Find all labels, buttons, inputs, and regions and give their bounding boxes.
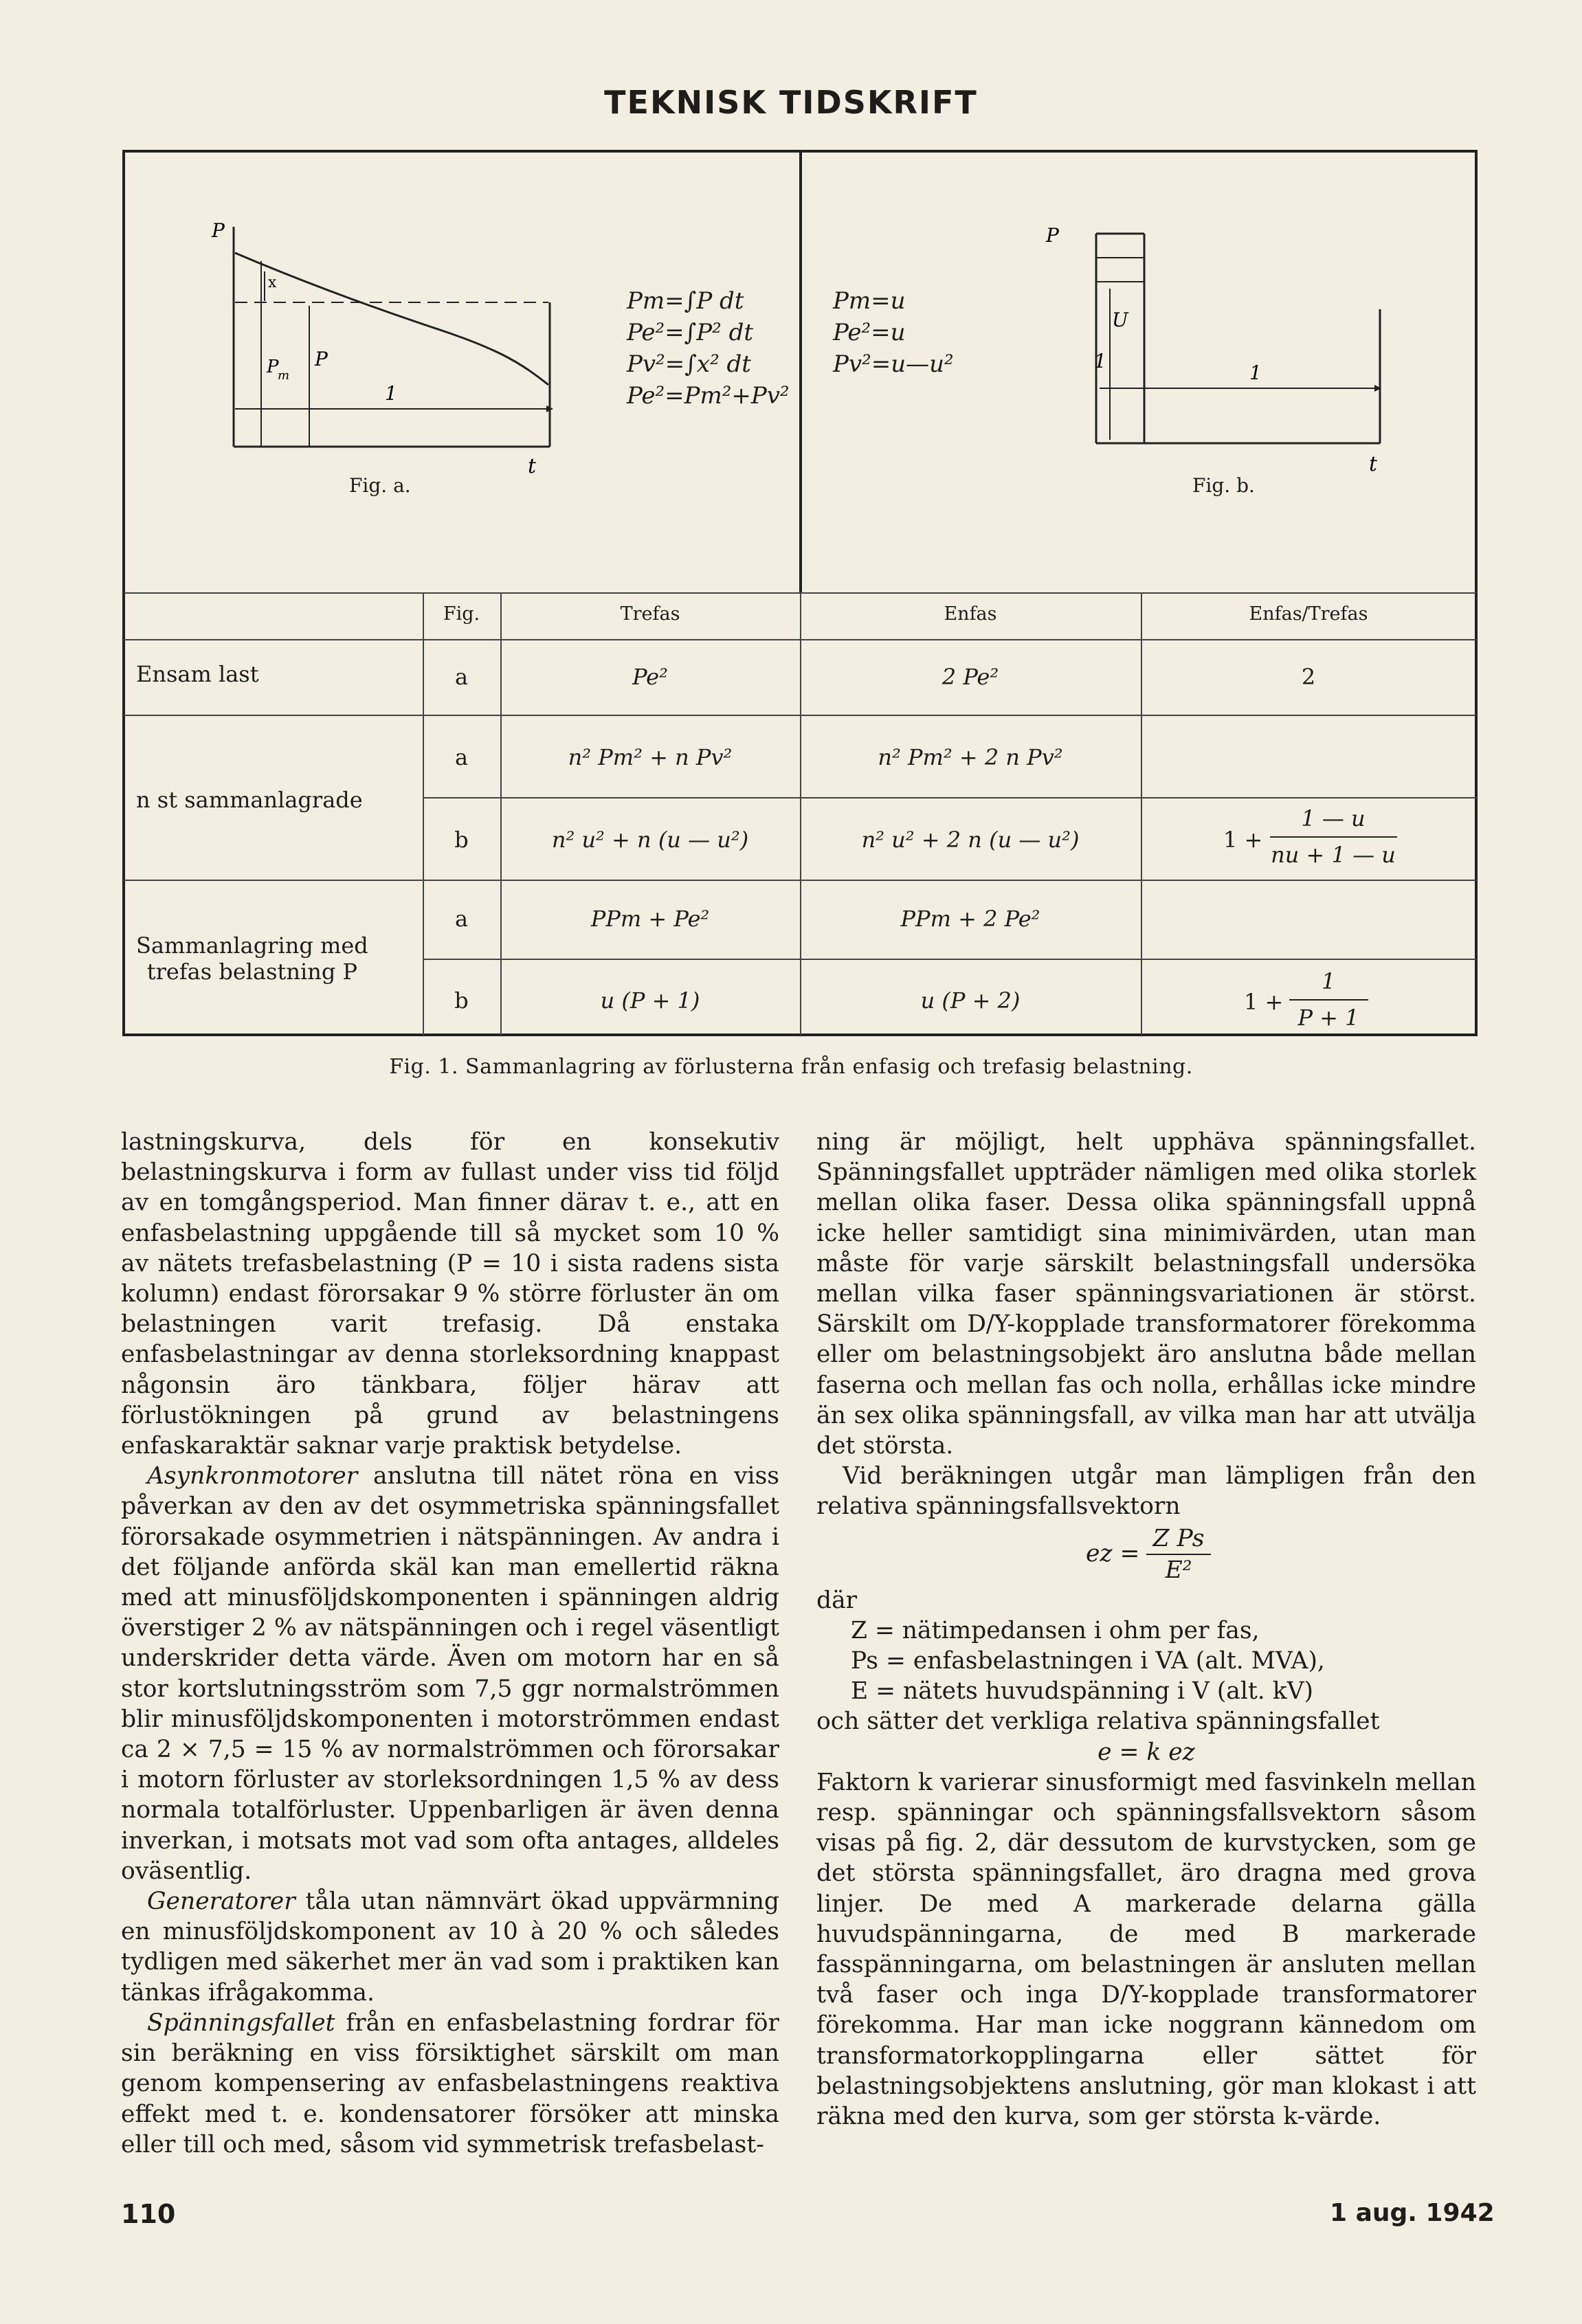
table-col-ratio <box>1141 592 1142 1035</box>
equation-e: e = k ez <box>1098 1738 1195 1766</box>
equation-ez-lhs: ez = <box>1086 1539 1140 1567</box>
fig-b-one-a-label: 1 <box>1094 350 1106 372</box>
left-paragraph-1: lastningskurva, dels för en konsekutiv belastningskurva i form av fullast under viss tid följd av en tomgångsperiod. Man finner därav t. e., att en enfasbelastning uppgående till så mycket som 10 % av nätets trefasbelastning (P = 10 i sista radens sista kolumn) endast förorsakar 9 % större förluster än om belastningen varit trefasig. Då enstaka enfasbelastningar av denna storleksordning knappast någonsin äro tänkbara, följer härav att förlustökningen på grund av belastningens enfaskaraktär saknar varje praktisk betydelse. <box>121 1128 779 1460</box>
left-paragraph-2-lead: Asynkronmotorer <box>147 1462 358 1490</box>
table-row3a-trefas: PPm + Pe² <box>590 906 710 932</box>
journal-masthead: TEKNISK TIDSKRIFT <box>604 84 978 121</box>
table-row3-label-line1: Sammanlagring med <box>136 932 368 959</box>
table-row3b-fig: b <box>454 987 469 1014</box>
fig-a-p-label: P <box>212 220 225 242</box>
table-row2b-ratio-lead: 1 + <box>1223 827 1263 853</box>
left-paragraph-4-body: från en enfasbelastning fordrar för sin beräkning en viss försiktighet särskilt om man genom kompensering av enfasbelastningens reaktiva effekt med t. e. kondensatorer försöker att minska eller till och med, såsom vid symmetrisk trefasbelast- <box>121 2009 779 2158</box>
table-row1-ratio: 2 <box>1301 664 1316 690</box>
equation-ez-numerator: Z Ps <box>1152 1524 1205 1552</box>
fig-a-caption: Fig. a. <box>349 474 411 497</box>
table-row1-enfas: 2 Pe² <box>942 664 999 690</box>
fig-a-pm-sub: m <box>278 368 290 383</box>
figure-caption: Fig. 1. Sammanlagring av förlusterna från enfasig och trefasig belastning. <box>389 1055 1193 1079</box>
equation-ez <box>816 1522 1476 1585</box>
table-row3a-enfas: PPm + 2 Pe² <box>900 906 1040 932</box>
table-row3b-fraction-bar <box>1289 999 1368 1001</box>
table-row3b-trefas: u (P + 1) <box>600 987 700 1014</box>
right-paragraph-3: och sätter det verkliga relativa spänningsfallet <box>816 1708 1380 1736</box>
right-paragraph-2: Vid beräkningen utgår man lämpligen från den relativa spänningsfallsvektorn <box>816 1462 1476 1521</box>
table-row1-trefas: Pe² <box>632 664 668 690</box>
left-paragraph-3-lead: Generatorer <box>147 1888 296 1916</box>
page-number: 110 <box>121 2199 176 2229</box>
table-row3b-ratio-lead: 1 + <box>1244 989 1284 1015</box>
table-row3b-ratio-num: 1 <box>1321 968 1336 994</box>
figure-divider <box>799 150 802 593</box>
fig-b-one-b-label: 1 <box>1249 361 1262 384</box>
table-row3a-fig: a <box>454 906 469 932</box>
fig-a-t-label: t <box>528 454 537 478</box>
right-paragraph-4: Faktorn k varierar sinusformigt med fasvinkeln mellan resp. spänningar och spänningsfallsvektorn såsom visas på fig. 2, där dessutom de kurvstycken, som ge det största spänningsfallet, äro dragna med grova linjer. De med A markerade delarna gälla huvudspänningarna, de med B markerade fasspänningarna, om belastningen är ansluten mellan två faser och inga D/Y-kopplade transformatorer förekomma. Har man icke noggrann kännedom om transformatorkopplingarna eller sättet för belastningsobjektens anslutning, gör man klokast i att räkna med den kurva, som ger största k-värde. <box>816 1768 1476 2131</box>
table-row2b-ratio <box>1223 804 1402 873</box>
left-paragraph-2-body: anslutna till nätet röna en viss påverkan av den av det osymmetriska spänningsfallet förorsakade osymmetrien i nätspänningen. Av andra i det följande anförda skäl kan man emellertid räkna med att minusföljdskomponenten i spänningen aldrig överstiger 2 % av nätspänningen och i regel väsentligt underskrider detta värde. Även om motorn har en så stor kortslutningsström som 7,5 ggr normalströmmen blir minusföljdskomponenten i motorströmmen endast ca 2 × 7,5 = 15 % av normalströmmen och förorsakar i motorn förluster av storleksordningen 1,5 % av dess normala totalförluster. Uppenbarligen är även denna inverkan, i motsats mot vad som ofta antages, alldeles oväsentlig. <box>121 1462 779 1885</box>
table-row2b-fraction-bar <box>1270 836 1397 838</box>
table-row2a-fig: a <box>454 744 469 770</box>
right-column <box>816 1127 1476 2132</box>
fig-a-graph <box>199 220 584 495</box>
right-dar: där <box>816 1586 858 1614</box>
fig-b-t-label: t <box>1369 452 1378 476</box>
fig-a-formula-1: Pm=∫P dt <box>627 287 744 315</box>
table-row3b-ratio <box>1244 965 1381 1034</box>
left-column <box>121 1127 779 2160</box>
left-paragraph-4-lead: Spänningsfallet <box>147 2009 335 2037</box>
left-paragraph-4 <box>121 2008 779 2160</box>
table-col-fig <box>423 592 424 1035</box>
fig-a-formula-2: Pe²=∫P² dt <box>627 319 754 346</box>
table-row3b-ratio-den: P + 1 <box>1297 1005 1359 1031</box>
fig-b-formula-2: Pe²=u <box>833 319 906 346</box>
table-row2a-trefas: n² Pm² + n Pv² <box>568 744 733 770</box>
fig-a-formula-3: Pv²=∫x² dt <box>627 350 751 378</box>
left-paragraph-2 <box>121 1461 779 1886</box>
left-paragraph-3 <box>121 1886 779 2008</box>
table-row1-label: Ensam last <box>136 661 259 687</box>
issue-date: 1 aug. 1942 <box>1330 2199 1495 2227</box>
table-row2-label: n st sammanlagrade <box>136 787 363 813</box>
table-row3-label-line2: trefas belastning P <box>146 959 357 985</box>
table-header-ratio: Enfas/Trefas <box>1249 603 1368 625</box>
right-definition-1: Z = nätimpedansen i ohm per fas, <box>851 1616 1260 1644</box>
table-row1-fig: a <box>454 664 469 690</box>
table-row2b-ratio-num: 1 — u <box>1301 805 1366 831</box>
table-row2b-ratio-den: nu + 1 — u <box>1271 842 1396 868</box>
right-definition-3: E = nätets huvudspänning i V (alt. kV) <box>851 1677 1313 1706</box>
fig-b-u-label: U <box>1112 309 1128 331</box>
table-row3b-enfas: u (P + 2) <box>920 987 1021 1014</box>
table-rule-row3a <box>423 959 1476 960</box>
fig-b-caption: Fig. b. <box>1192 474 1255 497</box>
table-rule-row2a <box>423 797 1476 798</box>
table-header-fig: Fig. <box>443 603 480 625</box>
fig-a-x-label: x <box>268 274 277 291</box>
fig-b-p-label: P <box>1046 224 1059 247</box>
fig-a-formulas <box>627 285 790 412</box>
table-header-trefas: Trefas <box>620 603 680 625</box>
table-row2b-fig: b <box>454 827 469 853</box>
right-paragraph-1: ning är möjligt, helt upphäva spänningsfallet. Spänningsfallet uppträder nämligen med olika storlek mellan olika faser. Dessa olika spänningsfall uppnå icke heller samtidigt sina minimivärden, utan man måste för varje särskilt belastningsfall undersöka mellan vilka faser spänningsvariationen är störst. Särskilt om D/Y-kopplade transformatorer förekomma eller om belastningsobjekt äro anslutna både mellan faserna och mellan fas och nolla, erhållas icke mindre än sex olika spänningsfall, av vilka man har att utvälja det största. <box>816 1128 1476 1460</box>
fig-a-pm-label: P <box>267 357 279 377</box>
fig-a-formula-4: Pe²=Pm²+Pv² <box>627 382 790 410</box>
table-header-enfas: Enfas <box>944 603 997 625</box>
right-definition-2: Ps = enfasbelastningen i VA (alt. MVA), <box>851 1647 1325 1675</box>
left-paragraph-3-body: tåla utan nämnvärt ökad uppvärmning en minusföljdskomponent av 10 à 20 % och således tydligen med säkerhet mer än vad som i praktiken kan tänkas ifrågakomma. <box>121 1888 779 2007</box>
fig-b-graph <box>1031 220 1416 495</box>
fig-b-formula-3: Pv²=u—u² <box>833 350 954 378</box>
table-row3-label <box>136 932 368 985</box>
fig-a-p-inner-label: P <box>315 348 328 370</box>
table-col-enfas <box>800 592 801 1035</box>
fig-b-formula-1: Pm=u <box>833 287 906 315</box>
table-row2b-enfas: n² u² + 2 n (u — u²) <box>861 827 1080 853</box>
fig-b-formulas <box>833 285 954 380</box>
table-col-trefas <box>500 592 502 1035</box>
table-row2b-trefas: n² u² + n (u — u²) <box>551 827 749 853</box>
table-row2a-enfas: n² Pm² + 2 n Pv² <box>878 744 1063 770</box>
equation-ez-denominator: E² <box>1165 1556 1192 1584</box>
fig-a-one-label: 1 <box>385 382 397 405</box>
